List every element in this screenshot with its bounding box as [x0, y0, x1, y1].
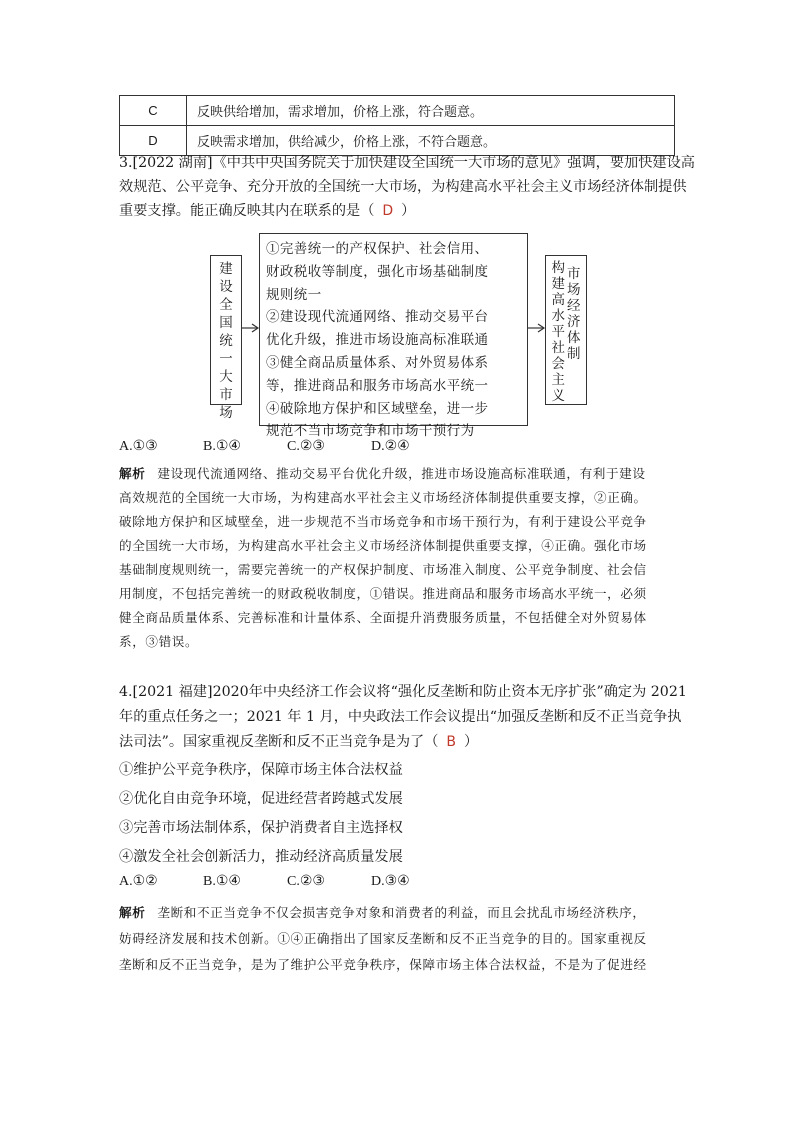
explanation-line: 的全国统一大市场，为构建高水平社会主义市场经济体制提供重要支撑，④正确。强化市场 — [119, 538, 647, 553]
diagram-char: 国 — [219, 315, 233, 331]
diagram-char: 场 — [219, 405, 233, 421]
choice-b: B.①④ — [203, 439, 241, 454]
answer-mark: D — [382, 203, 394, 219]
explanation-tag: 解析 — [119, 905, 146, 920]
question-line: 3.[2022 湖南]《中共中央国务院关于加快建设全国统一大市场的意见》强调，要加快建设高 — [119, 155, 695, 171]
explanation-line: 健全商品质量体系、完善标准和计量体系、全面提升消费服务质量，不包括健全对外贸易体 — [119, 610, 647, 625]
question-3-choices — [119, 438, 455, 455]
explanation-text: 建设现代流通网络、推动交易平台优化升级，推进市场设施高标准联通，有利于建设 — [157, 466, 646, 481]
options-table — [119, 95, 675, 156]
choice-a: A.①② — [119, 874, 158, 889]
diagram-middle-box — [259, 233, 528, 440]
diagram-left-box — [210, 255, 242, 421]
diagram-char: 体 — [567, 330, 581, 346]
diagram-line: 财政税收等制度，强化市场基础制度 — [266, 263, 489, 280]
diagram-char: 会 — [551, 356, 565, 372]
diagram-right-column — [567, 260, 581, 404]
diagram-char: 一 — [219, 351, 233, 367]
diagram-char: 社 — [551, 340, 565, 356]
diagram-line: ④破除地方保护和区域壁垒，进一步 — [266, 400, 489, 417]
choice-b: B.①④ — [203, 874, 241, 889]
arrow-right-icon — [528, 322, 546, 334]
question-4-explanation — [119, 900, 689, 978]
diagram-char: 义 — [551, 388, 565, 404]
choice-c: C.②③ — [287, 439, 325, 454]
explanation-line — [119, 462, 689, 486]
diagram-char: 设 — [219, 279, 233, 295]
explanation-text: 垄断和不正当竞争不仅会损害竞争对象和消费者的利益，而且会扰乱市场经济秩序， — [157, 905, 646, 920]
explanation-line: 基础制度规则统一，需要完善统一的产权保护制度、市场准入制度、公平竞争制度、社会信 — [119, 562, 647, 577]
statement-item: ③完善市场法制体系，保护消费者自主选择权 — [119, 820, 403, 836]
choice-d: D.③④ — [371, 874, 410, 889]
diagram-char: 济 — [567, 314, 581, 330]
diagram-line: ①完善统一的产权保护、社会信用、 — [266, 241, 489, 257]
diagram-char: 统 — [219, 333, 233, 349]
arrow-right-icon — [242, 322, 260, 334]
option-letter: D — [120, 126, 187, 156]
explanation-line: 妨碍经济发展和技术创新。①④正确指出了国家反垄断和反不正当竞争的目的。国家重视反 — [119, 931, 647, 946]
explanation-tag: 解析 — [119, 466, 146, 481]
choice-c: C.②③ — [287, 874, 325, 889]
diagram-line: ③健全商品质量体系、对外贸易体系 — [266, 354, 489, 371]
explanation-line: 垄断和反不正当竞争，是为了维护公平竞争秩序，保障市场主体合法权益，不是为了促进经 — [119, 957, 647, 972]
question-text: ） — [464, 734, 479, 750]
diagram-char: 大 — [219, 369, 233, 385]
question-line: 效规范、公平竞争、充分开放的全国统一大市场，为构建高水平社会主义市场经济体制提供 — [119, 179, 687, 195]
question-text: ） — [401, 203, 416, 219]
question-4-statements — [119, 756, 689, 872]
diagram-char: 市 — [567, 266, 581, 282]
statement-item: ①维护公平竞争秩序，保障市场主体合法权益 — [119, 762, 403, 778]
question-4-stem — [119, 680, 689, 755]
question-text: 重要支撑。能正确反映其内在联系的是（ — [119, 203, 375, 219]
statement-item: ④激发全社会创新活力，推动经济高质量发展 — [119, 849, 403, 865]
diagram-right-box — [545, 255, 587, 405]
option-description: 反映需求增加，供给减少，价格上涨，不符合题意。 — [187, 126, 675, 156]
diagram-line: 优化升级，推进市场设施高标准联通 — [266, 332, 489, 349]
question-4-choices — [119, 873, 455, 890]
option-description: 反映供给增加，需求增加，价格上涨，符合题意。 — [187, 96, 675, 126]
choice-d: D.②④ — [371, 439, 410, 454]
diagram-char: 水 — [551, 308, 565, 324]
diagram-char: 场 — [567, 282, 581, 298]
diagram-char: 平 — [551, 324, 565, 340]
diagram-char: 构 — [551, 260, 565, 276]
explanation-line: 用制度，不包括完善统一的财政税收制度，①错误。推进商品和服务市场高水平统一，必须 — [119, 586, 647, 601]
question-3-stem — [119, 151, 695, 223]
diagram-char: 制 — [567, 346, 581, 362]
choice-a: A.①③ — [119, 439, 158, 454]
diagram-char: 市 — [219, 387, 233, 403]
answer-mark: B — [446, 734, 456, 750]
diagram-line: ②建设现代流通网络、推动交易平台 — [266, 309, 489, 326]
diagram-line: 规则统一 — [266, 286, 322, 303]
explanation-line: 高效规范的全国统一大市场，为构建高水平社会主义市场经济体制提供重要支撑，②正确。 — [119, 490, 647, 505]
statement-item: ②优化自由竞争环境，促进经营者跨越式发展 — [119, 791, 403, 807]
diagram-char: 建 — [551, 276, 565, 292]
question-line: 年的重点任务之一；2021 年 1 月，中央政法工作会议提出“加强反垄断和反不正当竞争执 — [119, 709, 682, 725]
table-row — [120, 96, 675, 126]
explanation-line: 破除地方保护和区域壁垒，进一步规范不当市场竞争和市场干预行为，有利于建设公平竞争 — [119, 514, 647, 529]
diagram-char: 主 — [551, 372, 565, 388]
diagram-char: 建 — [219, 261, 233, 277]
explanation-line: 系，③错误。 — [119, 634, 199, 649]
question-line: 4.[2021 福建]2020年中央经济工作会议将“强化反垄断和防止资本无序扩张”确定为 2021 — [119, 684, 687, 700]
question-line — [119, 730, 689, 755]
diagram-line: 规范不当市场竞争和市场干预行为 — [266, 423, 475, 440]
diagram-right-column — [552, 260, 566, 404]
question-3-explanation — [119, 462, 689, 654]
option-letter: C — [120, 96, 187, 126]
diagram-char: 全 — [219, 297, 233, 313]
diagram-char: 经 — [567, 298, 581, 314]
explanation-line — [119, 900, 689, 926]
diagram-char: 高 — [551, 292, 565, 308]
question-line — [119, 199, 689, 223]
question-text: 法司法”。国家重视反垄断和反不正当竞争是为了（ — [119, 734, 439, 750]
diagram-line: 等，推进商品和服务市场高水平统一 — [266, 377, 489, 394]
